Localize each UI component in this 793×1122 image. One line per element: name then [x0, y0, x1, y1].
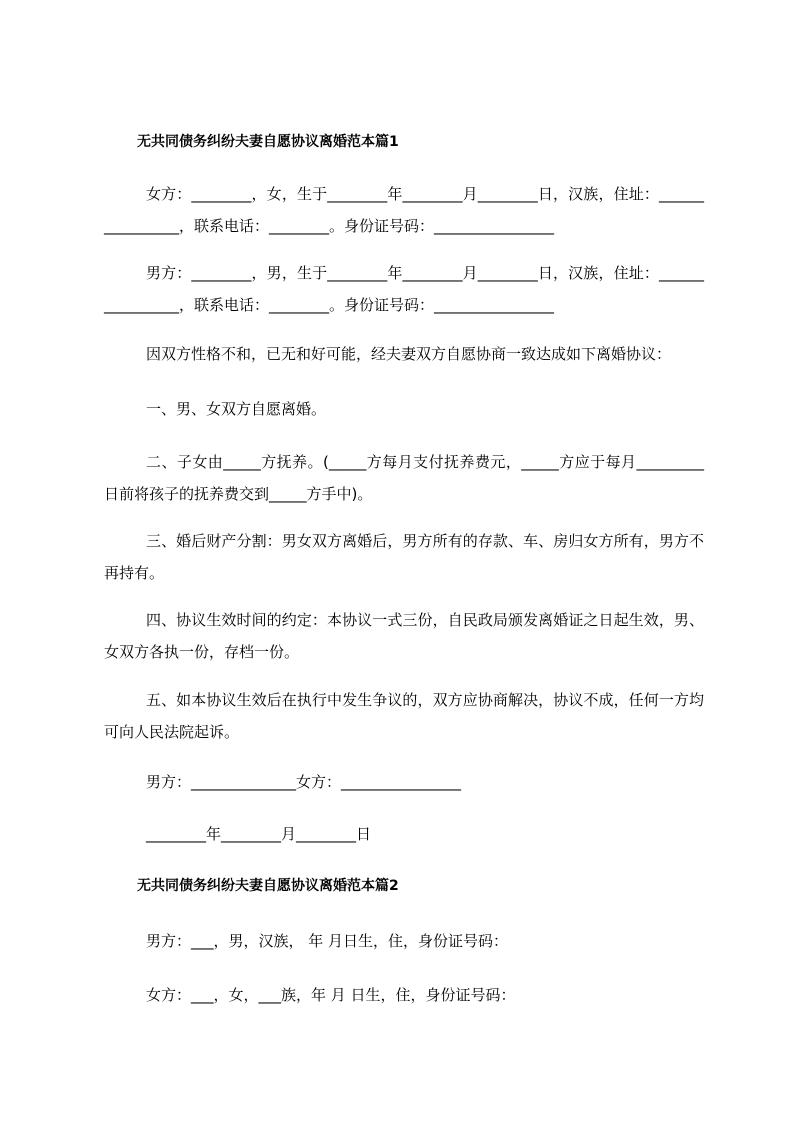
- agreement-intro: 因双方性格不和，已无和好可能，经夫妻双方自愿协商一致达成如下离婚协议：: [146, 345, 672, 363]
- clause-1: 一、男、女双方自愿离婚。: [146, 400, 327, 418]
- female-party-info-2: 女方：___，女，___族，年 月 日生，住，身份证号码：: [146, 986, 516, 1004]
- male-party-info: 男方：________，男，生于________年________月________日，汉族，住址：________________，联系电话：________。身份证号码：________________: [104, 264, 704, 314]
- clause-5-dispute-resolution: 五、如本协议生效后在执行中发生争议的，双方应协商解决，协议不成，任何一方均可向人民法院起诉。: [104, 691, 704, 741]
- clause-2-child-custody: 二、子女由_____方抚养。(_____方每月支付抚养费元，_____方应于每月_________日前将孩子的抚养费交到_____方手中)。: [104, 453, 704, 503]
- date-line: ________年________月________日: [146, 825, 372, 843]
- section-title-1: 无共同债务纠纷夫妻自愿协议离婚范本篇1: [137, 134, 399, 150]
- section-title-2: 无共同债务纠纷夫妻自愿协议离婚范本篇2: [137, 878, 399, 894]
- male-party-info-2: 男方：___，男，汉族， 年 月日生，住，身份证号码：: [146, 932, 509, 950]
- clause-4-effective-date: 四、协议生效时间的约定：本协议一式三份，自民政局颁发离婚证之日起生效，男、女双方各执一份，存档一份。: [104, 611, 704, 661]
- female-party-info: 女方：________，女，生于________年________月________日，汉族，住址：________________，联系电话：________。身份证号码：________________: [104, 185, 704, 235]
- signature-line: 男方：______________女方：________________: [146, 773, 462, 791]
- clause-3-property-division: 三、婚后财产分割：男女双方离婚后，男方所有的存款、车、房归女方所有，男方不再持有。: [104, 532, 704, 582]
